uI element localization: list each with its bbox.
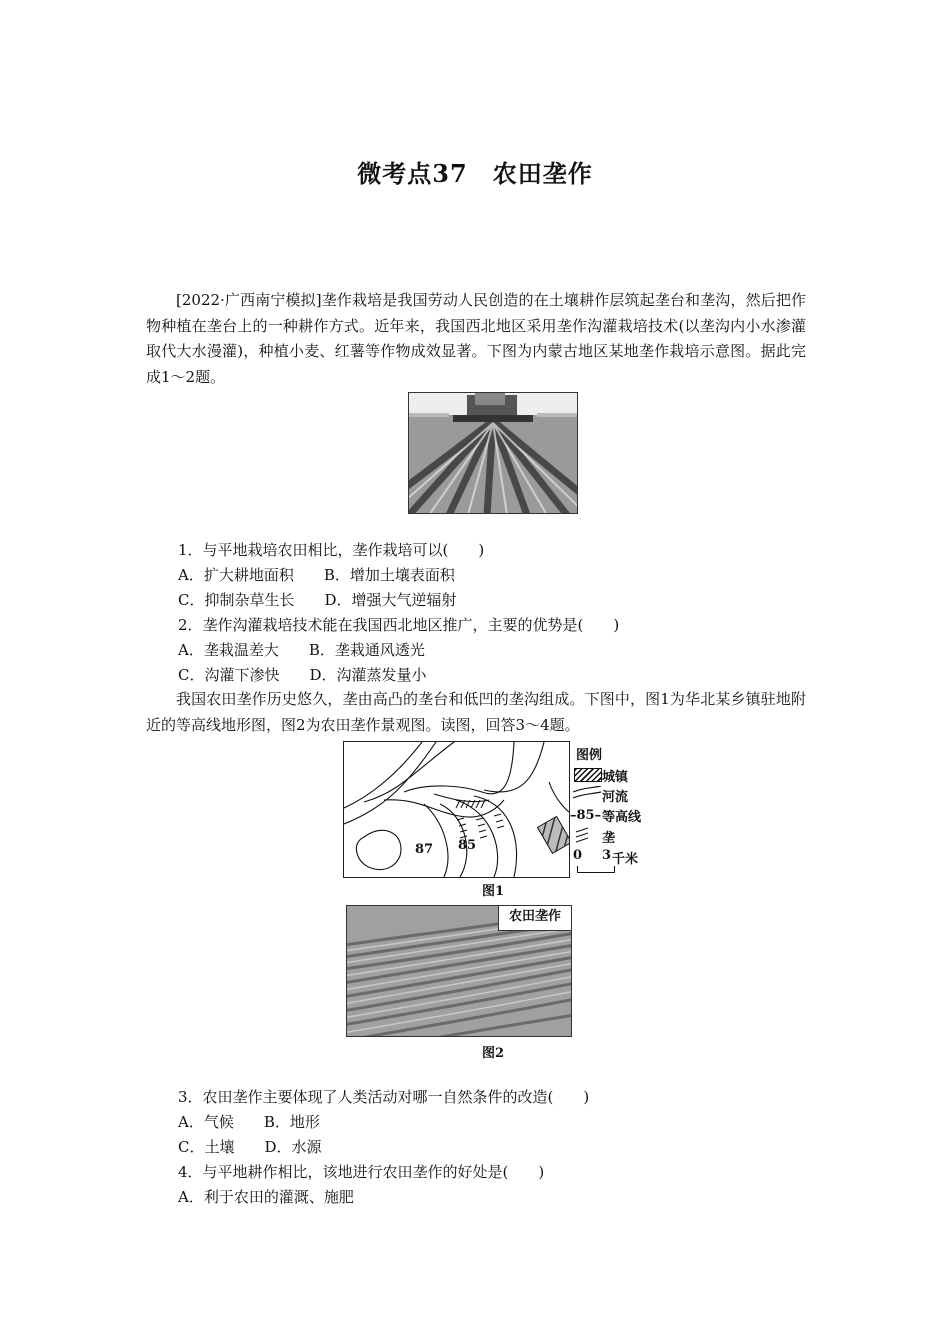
page-title: 微考点37 农田垄作 (357, 159, 593, 188)
scale-end: 3 (602, 848, 612, 863)
question-1-options-ab: A．扩大耕地面积 B．增加土壤表面积 (178, 566, 455, 584)
scale-zero: 0 (573, 848, 583, 863)
river-swatch-icon (572, 786, 602, 802)
figure-1-caption: 图1 (482, 884, 505, 899)
legend-contour-value: –85– (570, 808, 602, 823)
photo-label: 农田垄作 (498, 906, 571, 931)
question-4-option-a: A．利于农田的灌溉、施肥 (178, 1188, 354, 1206)
question-1-stem: 1．与平地栽培农田相比，垄作栽培可以( ) (178, 541, 485, 559)
ridge-swatch-icon (574, 826, 596, 844)
question-3-options-ab: A．气候 B．地形 (178, 1113, 320, 1131)
contour-lines (344, 742, 569, 877)
legend-ridge: 垄 (602, 831, 616, 846)
scale-unit: 千米 (612, 852, 639, 867)
intro-paragraph-1: [2022·广西南宁模拟]垄作栽培是我国劳动人民创造的在土壤耕作层筑起垄台和垄沟，然后把作物种植在垄台上的一种耕作方式。近年来，我国西北地区采用垄作沟灌栽培技术(以垄沟内小水渗灌取代大水漫灌)，种植小麦、红薯等作物成效显著。下图为内蒙古地区某地垄作栽培示意图。据此完成1～2题。 (146, 291, 806, 386)
town-swatch-icon (574, 768, 602, 782)
scale-bar (577, 866, 615, 873)
question-3-stem: 3．农田垄作主要体现了人类活动对哪一自然条件的改造( ) (178, 1088, 590, 1106)
ridge-cultivation-photo (408, 392, 578, 514)
question-2-options-ab: A．垄栽温差大 B．垄栽通风透光 (178, 641, 425, 659)
figure-2-caption: 图2 (482, 1046, 505, 1061)
ridge-field-illustration (409, 393, 577, 513)
contour-label-87: 87 (415, 842, 434, 857)
legend-title: 图例 (576, 748, 603, 763)
question-3-options-cd: C．土壤 D．水源 (178, 1138, 322, 1156)
ridge-farmland-photo (346, 905, 572, 1037)
intro-paragraph-2: 我国农田垄作历史悠久，垄由高凸的垄台和低凹的垄沟组成。下图中，图1为华北某乡镇驻地附近的等高线地形图，图2为农田垄作景观图。读图，回答3～4题。 (146, 690, 806, 734)
question-1-options-cd: C．抑制杂草生长 D．增强大气逆辐射 (178, 591, 457, 609)
legend-contour: 等高线 (602, 810, 642, 825)
contour-map (343, 741, 570, 878)
question-2-options-cd: C．沟灌下渗快 D．沟灌蒸发量小 (178, 666, 427, 684)
contour-label-85: 85 (458, 838, 477, 853)
legend-river: 河流 (602, 790, 629, 805)
legend-town: 城镇 (602, 770, 629, 785)
question-4-stem: 4．与平地耕作相比，该地进行农田垄作的好处是( ) (178, 1163, 545, 1181)
question-2-stem: 2．垄作沟灌栽培技术能在我国西北地区推广，主要的优势是( ) (178, 616, 620, 634)
